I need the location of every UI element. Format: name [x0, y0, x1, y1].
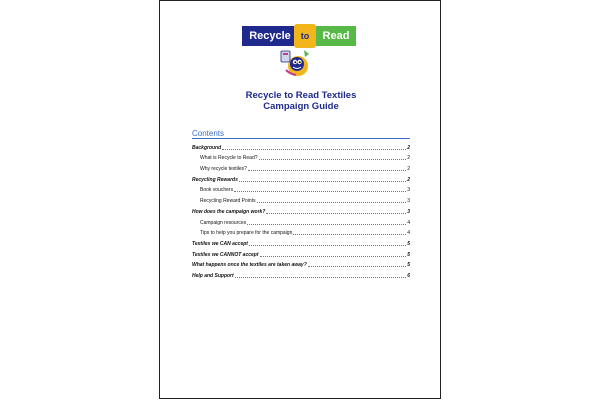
toc-entry[interactable] [192, 215, 410, 226]
logo-word-read: Read [316, 26, 356, 46]
toc-entry[interactable] [192, 183, 410, 194]
toc-entry[interactable] [192, 268, 410, 279]
contents-heading: Contents [192, 129, 225, 138]
document-title [160, 90, 442, 112]
logo-word-recycle: Recycle [242, 26, 298, 46]
contents-divider [192, 138, 410, 139]
toc-entry-page-number: 2 [407, 155, 410, 162]
toc-dot-leader [248, 170, 406, 171]
toc-entry-page-number: 3 [407, 198, 410, 205]
document-page [159, 0, 441, 399]
toc-entry-page-number: 2 [407, 176, 410, 183]
title-line-1: Recycle to Read Textiles [245, 90, 357, 101]
toc-entry-page-number: 3 [407, 187, 410, 194]
title-line-2: Campaign Guide [263, 101, 339, 112]
toc-entry-page-number: 2 [407, 144, 410, 151]
toc-dot-leader [293, 234, 406, 235]
toc-entry-label: How does the campaign work? [192, 208, 266, 215]
toc-entry-label: Tips to help you prepare for the campaign [200, 230, 293, 237]
toc-entry[interactable] [192, 204, 410, 215]
toc-entry-label: What happens once the textiles are taken away? [192, 262, 307, 269]
toc-entry-label: Textiles we CAN accept [192, 240, 248, 247]
toc-entry-page-number: 4 [407, 230, 410, 237]
toc-entry-page-number: 6 [407, 272, 410, 279]
toc-dot-leader [257, 202, 407, 203]
toc-entry[interactable] [192, 226, 410, 237]
toc-entry[interactable] [192, 258, 410, 269]
toc-dot-leader [249, 245, 406, 246]
toc-entry-label: Campaign resources [200, 219, 247, 226]
toc-entry-page-number: 4 [407, 219, 410, 226]
toc-entry[interactable] [192, 172, 410, 183]
toc-dot-leader [259, 159, 407, 160]
toc-entry-page-number: 3 [407, 208, 410, 215]
toc-entry-page-number: 5 [407, 251, 410, 258]
toc-entry[interactable] [192, 193, 410, 204]
toc-entry-page-number: 5 [407, 240, 410, 247]
toc-entry-label: Book vouchers [200, 187, 234, 194]
toc-dot-leader [222, 149, 406, 150]
toc-entry-label: Recycling Reward Points [200, 198, 256, 205]
toc-dot-leader [266, 213, 406, 214]
toc-entry-label: What is Recycle to Read? [200, 155, 258, 162]
toc-entry-label: Why recycle textiles? [200, 166, 247, 173]
toc-entry-label: Recycling Rewards [192, 176, 238, 183]
toc-entry-label: Help and Support [192, 272, 234, 279]
toc-dot-leader [247, 224, 406, 225]
toc-entry-label: Textiles we CANNOT accept [192, 251, 259, 258]
toc-entry[interactable] [192, 236, 410, 247]
toc-entry[interactable] [192, 161, 410, 172]
toc-dot-leader [260, 256, 407, 257]
toc-dot-leader [234, 191, 406, 192]
toc-entry-page-number: 2 [407, 166, 410, 173]
toc-entry[interactable] [192, 140, 410, 151]
recycling-mascot-icon [278, 46, 314, 78]
toc-dot-leader [235, 277, 407, 278]
toc-dot-leader [239, 181, 406, 182]
logo-banner [242, 26, 356, 46]
logo-word-to: to [294, 24, 316, 48]
recycle-to-read-logo [242, 20, 356, 76]
toc-entry[interactable] [192, 151, 410, 162]
toc-entry-page-number: 5 [407, 262, 410, 269]
table-of-contents [192, 140, 410, 279]
toc-dot-leader [308, 266, 406, 267]
toc-entry-label: Background [192, 144, 222, 151]
toc-entry[interactable] [192, 247, 410, 258]
